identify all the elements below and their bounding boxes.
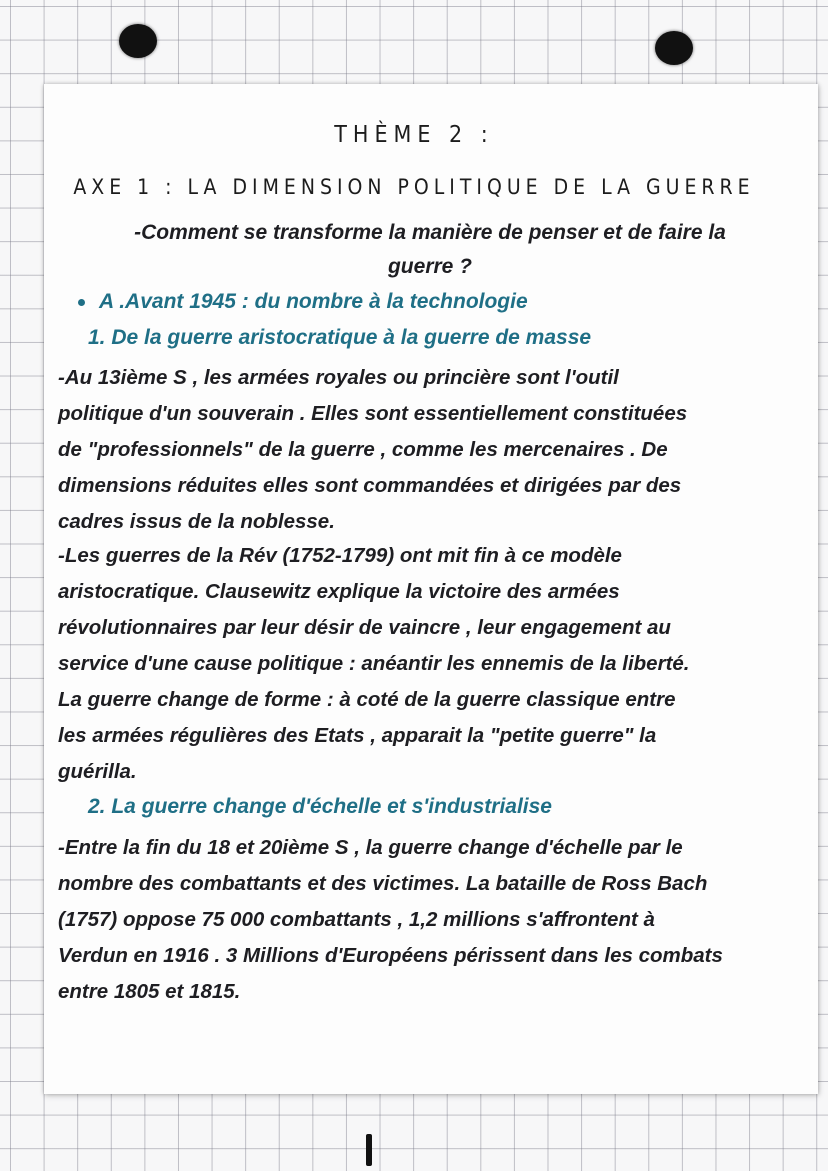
paragraph-noble-armies (58, 360, 687, 540)
text-line: aristocratique. Clausewitz explique la victoire des armées (58, 580, 620, 603)
text-line: La guerre change de forme : à coté de la guerre classique entre (58, 688, 676, 711)
text-line: politique d'un souverain . Elles sont essentiellement constituées (58, 402, 688, 425)
paragraph-revolution-wars (58, 538, 690, 790)
axe-title: AXE 1 : LA DIMENSION POLITIQUE DE LA GUERRE (73, 175, 755, 199)
text-line: révolutionnaires par leur désir de vaincre , leur engagement au (58, 616, 671, 639)
punch-hole-right (655, 31, 693, 65)
text-line: service d'une cause politique : anéantir les ennemis de la liberté. (58, 652, 690, 675)
binder-mark (366, 1134, 372, 1166)
text-line: (1757) oppose 75 000 combattants , 1,2 millions s'affrontent à (58, 908, 655, 931)
text-line: les armées régulières des Etats , apparait la "petite guerre" la (58, 724, 657, 747)
guiding-question (60, 216, 800, 284)
text-line: Verdun en 1916 . 3 Millions d'Européens périssent dans les combats (58, 944, 723, 967)
section-a-heading-text: A .Avant 1945 : du nombre à la technologie (99, 290, 528, 313)
subsection-2-heading: 2. La guerre change d'échelle et s'industrialise (88, 795, 552, 818)
question-line-2: guerre ? (387, 255, 473, 278)
bullet-icon (78, 299, 85, 306)
section-a-heading (78, 290, 528, 314)
text-line: cadres issus de la noblesse. (58, 510, 335, 533)
text-line: guérilla. (58, 760, 137, 783)
text-line: -Au 13ième S , les armées royales ou princière sont l'outil (58, 366, 619, 389)
text-line: -Les guerres de la Rév (1752-1799) ont mit fin à ce modèle (58, 544, 622, 567)
subsection-1-heading: 1. De la guerre aristocratique à la guerre de masse (88, 326, 592, 349)
text-line: entre 1805 et 1815. (58, 980, 241, 1003)
punch-hole-left (119, 24, 157, 58)
text-line: -Entre la fin du 18 et 20ième S , la guerre change d'échelle par le (58, 836, 683, 859)
text-line: nombre des combattants et des victimes. La bataille de Ross Bach (58, 872, 708, 895)
text-line: de "professionnels" de la guerre , comme les mercenaires . De (58, 438, 668, 461)
paragraph-industrial-war (58, 830, 723, 1010)
question-line-1: -Comment se transforme la manière de penser et de faire la (134, 221, 726, 244)
theme-title: THÈME 2 : (334, 122, 494, 148)
text-line: dimensions réduites elles sont commandées et dirigées par des (58, 474, 682, 497)
